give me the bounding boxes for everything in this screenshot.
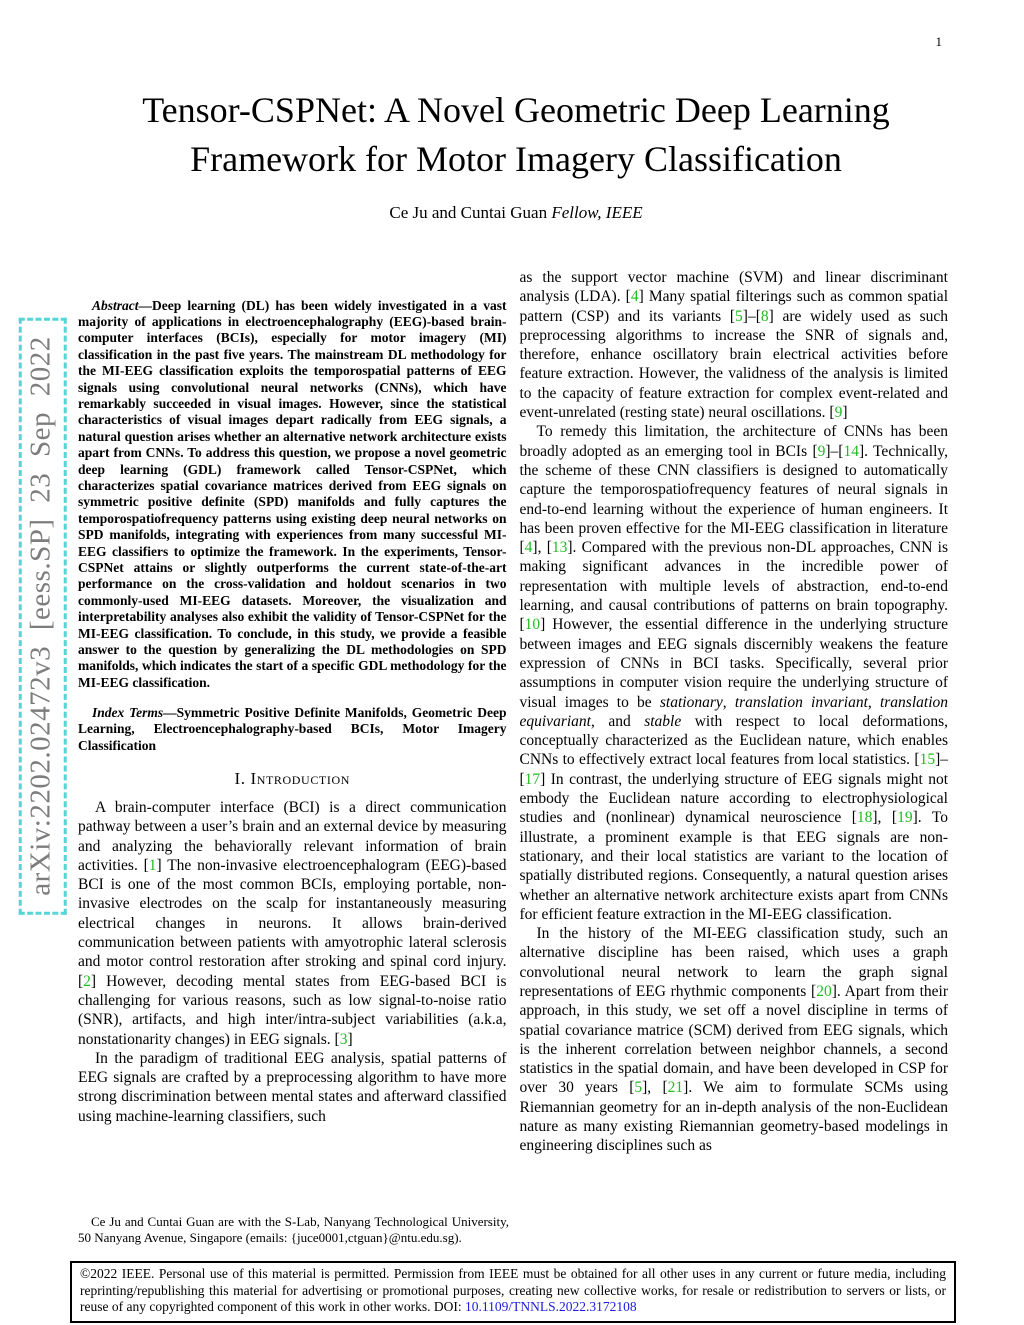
- citation-link[interactable]: 5: [634, 1079, 643, 1097]
- text-segment: ]. Apart from their approach, in this study, we set off a novel discipline in terms of spatial covariance matrice (SCM) derived from EEG signals, which is the inherent correlation between neighbor channels, a second statistics in the spatial domain, and have been developed in CSP for over 30 years [: [519, 982, 948, 1097]
- intro-paragraph-1: [78, 798, 507, 1049]
- two-column-body: [78, 268, 948, 1156]
- text-segment: ], [: [642, 1079, 668, 1097]
- text-segment: stable: [644, 712, 682, 730]
- text-segment: ] Many spatial filterings such as common spatial pattern (CSP) and its variants [: [519, 288, 948, 325]
- text-segment: ]–[: [519, 751, 948, 788]
- text-segment: In the history of the MI-EEG classification study, such an alternative discipline has been raised, which uses a graph convolutional neural network to learn the graph signal representations of EEG rhythmic components [: [519, 925, 948, 1000]
- doi-link[interactable]: 10.1109/TNNLS.2022.3172108: [465, 1299, 637, 1315]
- text-segment: as the support vector machine (SVM) and linear discriminant analysis (LDA). [: [519, 269, 948, 306]
- citation-link[interactable]: 18: [856, 809, 873, 827]
- text-segment: —Symmetric Positive Definite Manifolds, Geometric Deep Learning, Electroencephalography-based BCIs, Motor Imagery Classification: [78, 704, 507, 753]
- citation-link[interactable]: 3: [339, 1030, 348, 1048]
- text-segment: ]. Technically, the scheme of these CNN classifiers is designed to automatically capture the temporospatiofrequency features of neural signals in end-to-end learning without the experience of human engineers. It has been proven effective for the MI-EEG classification in literature [: [519, 442, 948, 557]
- text-segment: In the paradigm of traditional EEG analysis, spatial patterns of EEG signals are crafted by a preprocessing algorithm to have more strong discrimination between mental states and afterward classified using machine-learning classifiers, such: [78, 1049, 507, 1125]
- citation-link[interactable]: 8: [760, 307, 769, 325]
- text-segment: A brain-computer interface (BCI) is a direct communication pathway between a user’s brain and an external device by measuring and analyzing the behaviorally relevant information of brain activities. [: [78, 798, 507, 874]
- section-heading-introduction: I. Introduction: [234, 768, 350, 788]
- citation-link[interactable]: 17: [524, 770, 541, 788]
- arxiv-stamp-container: [4, 288, 82, 944]
- text-segment: ]: [842, 404, 848, 422]
- text-segment: ] The non-invasive electroencephalogram (EEG)-based BCI is one of the most common BCIs, employing portable, non-invasive electrodes on the scalp for instantaneously measuring electrical changes in neurons. It allows brain-derived communication between patients with amyotrophic lateral sclerosis and motor control restoration after stroking and spinal cord injury. [: [78, 856, 507, 990]
- text-segment: ]–[: [825, 442, 844, 460]
- citation-link[interactable]: 1: [148, 856, 157, 874]
- citation-link[interactable]: 4: [630, 288, 639, 306]
- text-segment: stationary: [659, 693, 723, 711]
- text-segment: —Deep learning (DL) has been widely investigated in a vast majority of applications in electroencephalography (EEG)-based brain-computer interfaces (BCIs), especially for motor imagery (MI) classification in the past five years. The mainstream DL methodology for the MI-EEG classification exploits the temporospatial patterns of EEG signals using convolutional neural networks (CNNs), which have remarkably succeeded in visual images. However, since the statistical characteristics of visual images depart radically from EEG signals, a natural question arises whether an alternative network architecture exists apart from CNNs. To address this question, we propose a novel geometric deep learning (GDL) framework called Tensor-CSPNet, which characterizes spatial covariance matrices derived from EEG signals on symmetric positive definite (SPD) manifolds and fully captures the temporospatiofrequency patterns using existing deep neural networks on SPD manifolds, integrating with experiences from many successful MI-EEG classifiers to optimize the framework. In the experiments, Tensor-CSPNet attains or slightly outperforms the current state-of-the-art performance on the cross-validation and holdout scenarios in two commonly-used MI-EEG datasets. Moreover, the visualization and interpretability analyses also exhibit the validity of Tensor-CSPNet for the MI-EEG classification. To conclude, in this study, we provide a feasible answer to the question by generalizing the DL methodologies on SPD manifolds, which indicates the start of a specific GDL methodology for the MI-EEG classification.: [78, 297, 507, 690]
- text-segment: with respect to local deformations, conceptually characterized as the Euclidean nature, which enables CNNs to effectively extract local features from local statistics. [: [519, 712, 948, 769]
- text-segment: Index Terms: [92, 704, 164, 720]
- intro-paragraph-2: [78, 1049, 507, 1126]
- citation-link[interactable]: 9: [817, 442, 826, 460]
- text-segment: Ce Ju and Cuntai Guan: [389, 203, 552, 222]
- citation-link[interactable]: 15: [919, 751, 936, 769]
- text-segment: ,: [867, 693, 880, 711]
- text-segment: Fellow, IEEE: [551, 203, 643, 222]
- text-segment: ]: [347, 1030, 353, 1048]
- left-column: [78, 268, 507, 1156]
- citation-link[interactable]: 19: [897, 809, 913, 827]
- text-segment: translation equivariant: [519, 693, 949, 730]
- intro-paragraph-4: [520, 422, 949, 924]
- text-segment: ]. To illustrate, a prominent example is that EEG signals are non-stationary, and their local statistics are variant to the location of spatially distributed regions. Consequently, a natural question arises whether an alternative network architecture exists apart from CNNs for efficient feature extraction in the MI-EEG classification.: [519, 809, 948, 923]
- citation-link[interactable]: 10: [524, 616, 541, 634]
- citation-link[interactable]: 13: [551, 539, 568, 557]
- citation-link[interactable]: 9: [834, 404, 843, 422]
- text-segment: ] are widely used as such preprocessing algorithms to increase the SNR of signals and, therefore, enhance oscillatory brain electrical activities before feature extraction. However, the validness of the analysis is limited to the capacity of feature extraction for complex event-related and event-unrelated (resting state) neural oscillations. [: [519, 307, 948, 422]
- text-segment: ]. Compared with the previous non-DL approaches, CNN is making significant advances in the incredible power of representation with multiple levels of abstraction, end-to-end learning, and causal contributions of patterns on brain topography. [: [519, 539, 948, 634]
- text-segment: ], [: [532, 539, 552, 557]
- right-column: [520, 268, 949, 1156]
- text-segment: , and: [590, 712, 645, 730]
- text-segment: ], [: [872, 809, 898, 827]
- title-block: [80, 86, 952, 223]
- abstract-paragraph: [78, 298, 507, 692]
- intro-paragraph-3: [520, 268, 949, 422]
- arxiv-stamp: arXiv:2202.02472v3 [eess.SP] 23 Sep 2022: [19, 317, 67, 914]
- citation-link[interactable]: 14: [843, 442, 859, 460]
- paper-title-line2: Framework for Motor Imagery Classification: [190, 139, 842, 179]
- text-segment: ©2022 IEEE. Personal use of this material is permitted. Permission from IEEE must be obtained for all other uses in any current or future media, including reprinting/republishing this material for advertising or promotional purposes, creating new collective works, for resale or redistribution to servers or lists, or reuse of any copyrighted component of this work in other works. DOI:: [80, 1266, 946, 1315]
- text-segment: ] However, decoding mental states from EEG-based BCI is challenging for various reasons, such as low signal-to-noise ratio (SNR), artifacts, and high inter/intra-subject variabilities (a.k.a, nonstationarity changes) in EEG signals. [: [78, 972, 507, 1048]
- page-number: 1: [935, 34, 942, 49]
- text-segment: ]–[: [742, 307, 761, 325]
- author-affiliation-footnote: Ce Ju and Cuntai Guan are with the S-Lab, Nanyang Technological University, 50 Nanyang Avenue, Singapore (emails: {juce0001,ctguan}@ntu.edu.sg).: [78, 1214, 509, 1246]
- citation-link[interactable]: 2: [83, 972, 91, 990]
- citation-link[interactable]: 20: [816, 982, 832, 1000]
- text-segment: translation invariant: [734, 693, 868, 711]
- text-segment: ] In contrast, the underlying structure of EEG signals might not embody the Euclidean nature according to electrophysiological studies and (nonlinear) dynamical neuroscience [: [519, 770, 948, 827]
- citation-link[interactable]: 5: [735, 307, 743, 325]
- text-segment: ,: [722, 693, 735, 711]
- intro-paragraph-5: [520, 924, 949, 1156]
- citation-link[interactable]: 4: [524, 539, 533, 557]
- index-terms-paragraph: [78, 705, 507, 754]
- text-segment: ] However, the essential difference in the underlying structure between images and EEG signals discernibly weakens the feature expression of CNNs in BCI tasks. Specifically, several prior assumptions in computer vision require the underlying structure of visual images to be: [519, 616, 948, 711]
- paper-authors: [80, 203, 952, 223]
- paper-title-line1: Tensor-CSPNet: A Novel Geometric Deep Learning: [142, 90, 890, 130]
- text-segment: Abstract: [92, 297, 139, 313]
- citation-link[interactable]: 21: [667, 1079, 684, 1097]
- text-segment: To remedy this limitation, the architecture of CNNs has been broadly adopted as an emerging tool in BCIs [: [519, 423, 948, 460]
- copyright-notice: [70, 1261, 956, 1323]
- text-segment: ]. We aim to formulate SCMs using Riemannian geometry for an in-depth analysis of the non-Euclidean nature as many existing Riemannian geometry-based modelings in engineering disciplines such as: [519, 1079, 949, 1155]
